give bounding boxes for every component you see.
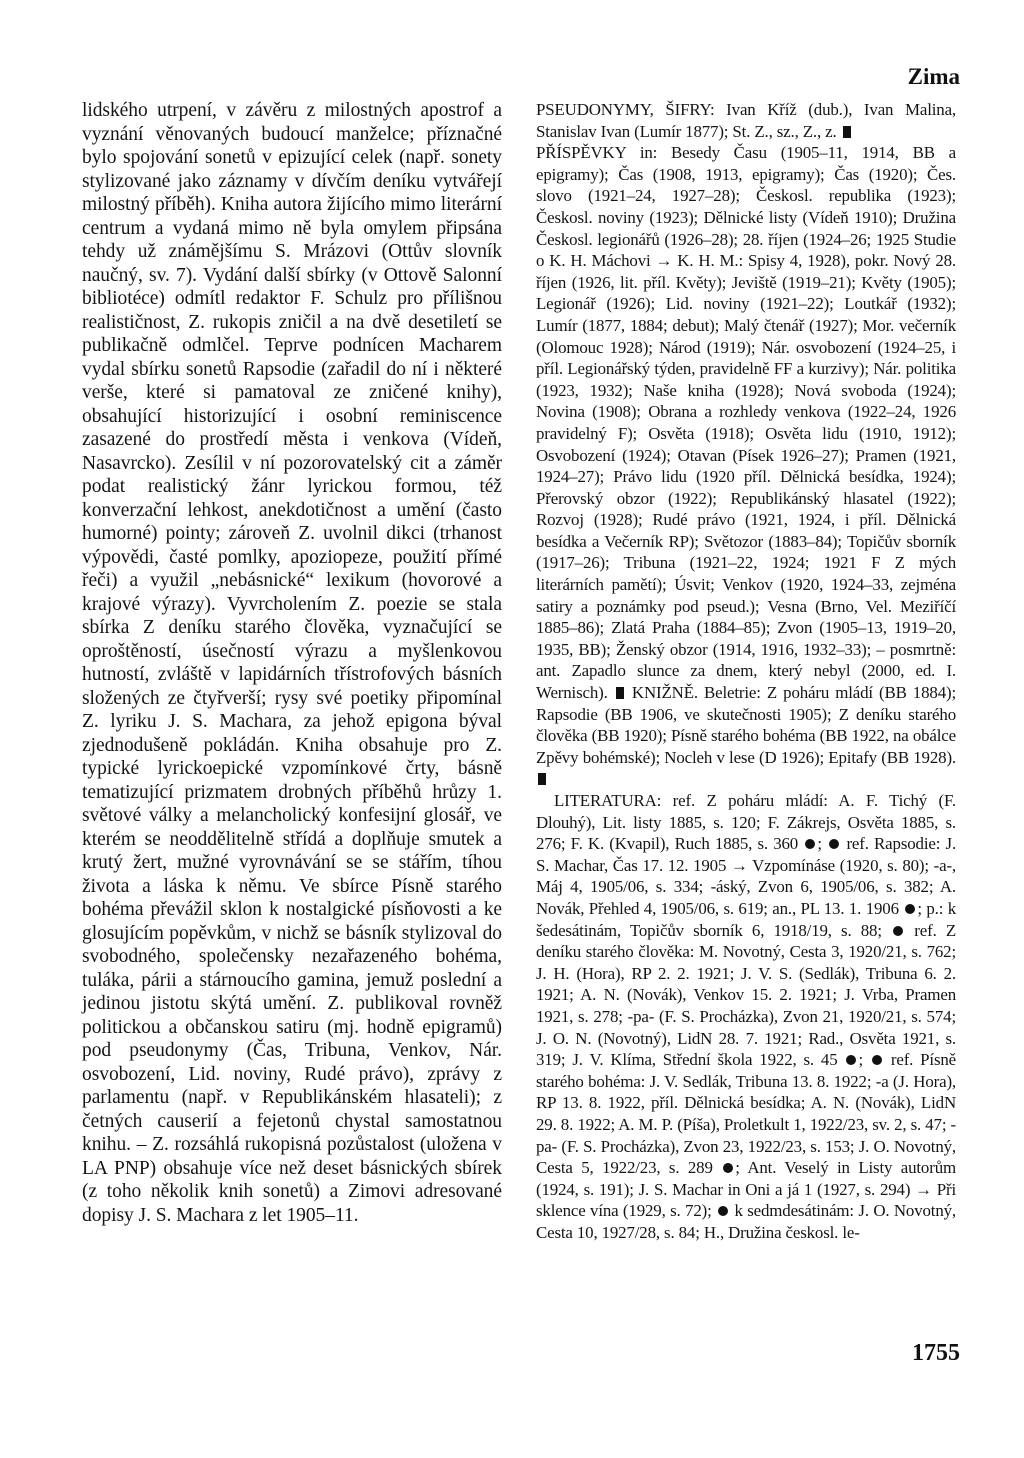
literature-text-3: p.: k šedesátinám, Topičův sborník 6, 1918/19, s. 88; — [536, 898, 957, 940]
right-column — [536, 99, 956, 1243]
section-square-icon — [843, 126, 851, 138]
contributions-section — [536, 142, 956, 790]
running-head-title: Zima — [907, 64, 960, 89]
literature-text-4: ref. Z deníku starého člověka: M. Novotný, Cesta 3, 1920/21, s. 762; J. H. (Hora), RP 2. 2. 1921; J. V. S. (Sedlák), Tribuna 6. 2. 1921; A. N. (Novák), Venkov 15. 2. 1921; J. Vrba, Pramen 1921, s. 278; -pa- (F. S. Procházka), Zvon 21, 1920/21, s. 574; J. O. N. (Novotný), LidN 28. 7. 1921; Rad., Osvěta 1921, s. 319; J. V. Klíma, Střední škola 1922, s. 45 — [536, 920, 957, 1070]
page-number: 1755 — [912, 1340, 960, 1366]
bullet-dot-icon — [805, 839, 815, 849]
section-square-icon — [538, 773, 546, 785]
bullet-dot-icon — [846, 1055, 856, 1065]
pseudonyms-section — [536, 99, 956, 142]
literature-text-1: LITERATURA: ref. Z poháru mládí: A. F. Tichý (F. Dlouhý), Lit. listy 1885, s. 120; F. Zákrejs, Osvěta 1885, s. 276; F. K. (Kvapil), Ruch 1885, s. 360 — [536, 791, 956, 854]
literature-text-6: Ant. Veselý in Listy autorům (1924, s. 191); J. S. Machar in Oni a já 1 (1927, s. 294) → Při sklence vína (1929, s. 72); — [536, 1158, 956, 1221]
bullet-dot-icon — [723, 1163, 733, 1173]
pseudonyms-text: PSEUDONYMY, ŠIFRY: Ivan Kříž (dub.), Ivan Malina, Stanislav Ivan (Lumír 1877); St. Z., sz., Z., z. — [536, 100, 956, 141]
literature-section: LITERATURA: ref. Z poháru mládí: A. F. Tichý (F. Dlouhý), Lit. listy 1885, s. 120; F. Zákrejs, Osvěta 1885, s. 276; F. K. (Kvapil), Ruch 1885, s. 360 ; ref. Rapsodie: J. S. Machar, Čas 17. 12. 1905 → Vzpomínáse (1920, s. 80); -a-, Máj 4, 1905/06, s. 334; -áský, Zvon 6, 1905/06, s. 382; A. Novák, Přehled 4, 1905/06, s. 619; an., PL 13. 1. 1906 ; p.: k šedesátinám, Topičův sborník 6, 1918/19, s. 88; ref. Z deníku starého člověka: M. Novotný, Cesta 3, 1920/21, s. 762; J. H. (Hora), RP 2. 2. 1921; J. V. S. (Sedlák), Tribuna 6. 2. 1921; A. N. (Novák), Venkov 15. 2. 1921; J. Vrba, Pramen 1921, s. 278; -pa- (F. S. Procházka), Zvon 21, 1920/21, s. 574; J. O. N. (Novotný), LidN 28. 7. 1921; Rad., Osvěta 1921, s. 319; J. V. Klíma, Střední škola 1922, s. 45 ; ref. Písně starého bohéma: J. V. Sedlák, Tribuna 13. 8. 1922; -a (J. Hora), RP 13. 8. 1922, příl. Dělnická besídka; A. N. (Novák), LidN 29. 8. 1922; A. M. P. (Píša), Proletkult 1, 1922/23, sv. 2, s. 47; -pa- (F. S. Procházka), Zvon 23, 1922/23, s. 153; J. O. Novotný, Cesta 5, 1922/23, s. 289 ; Ant. Veselý in Listy autorům (1924, s. 191); J. S. Machar in Oni a já 1 (1927, s. 294) → Při sklence vína (1929, s. 72); k sedmdesátinám: J. O. Novotný, Cesta 10, 1927/28, s. 84; H., Družina českosl. le- — [536, 791, 957, 1242]
literature-text-7: k sedmdesátinám: J. O. Novotný, Cesta 10, 1927/28, s. 84; H., Družina českosl. le- — [536, 1201, 957, 1242]
biography-text: lidského utrpení, v závěru z milostných apostrof a vyznání věnovaných budoucí manželce; příznačné bylo spojování sonetů v epizující celek (např. sonety stylizované jako záznamy v dívčím deníku vytvářejí milostný příběh). Kniha autora žijícího mimo literární centrum a vydaná mimo ně byla omylem připsána tehdy už známějšímu S. Mrázovi (Ottův slovník naučný, sv. 7). Vydání další sbírky (v Ottově Salonní bibliotéce) odmítl redaktor F. Schulz pro přílišnou realističnost, Z. rukopis zničil a na dvě desetiletí se publikačně odmlčel. Teprve podnícen Macharem vydal sbírku sonetů Rapsodie (zařadil do ní i některé verše, které si pamatoval ze zničené knihy), obsahující historizující i osobní reminiscence zasazené do prostředí města i venkova (Vídeň, Nasavrcko). Zesílil v ní pozorovatelský cit a záměr podat realistický žánr lyrickou formou, též konverzační lehkost, anekdotičnost a umění (často humorné) pointy; zároveň Z. uvolnil dikci (trhanost výpovědi, časté pomlky, apoziopeze, použití přímé řeči) a využil „nebásnické“ lexikum (hovorové a krajové výrazy). Vyvrcholením Z. poezie se stala sbírka Z deníku starého člověka, vyznačující se oproštěností, úsečností výrazu a myšlenkovou hutností, zvláště v lapidárních třístrofových básních složených ze čtyřverší; rysy své poetiky připomínal Z. lyriku J. S. Machara, za jehož epigona býval zjednodušeně pokládán. Kniha obsahuje pro Z. typické lyrickoepické vzpomínkové črty, básně tematizující prizmatem drobných příběhů hrůzy 1. světové války a melancholický konfesijní glosář, ve kterém se neoddělitelně střídá a doplňuje smutek a krutý žert, mužné vyrovnávání se se stářím, tíhou života a láska k němu. Ve sbírce Písně starého bohéma převážil sklon k nostalgické písňovosti a ke glosujícím popěvkům, v nichž se básník stylizoval do svobodného, společensky nezařazeného bohéma, tuláka, párii a stárnoucího gamina, jemuž poslední a jedinou jistotu skýtá umění. Z. publikoval rovněž politickou a občanskou satiru (mj. hodně epigramů) pod pseudonymy (Čas, Tribuna, Venkov, Nár. osvobození, Lid. noviny, Rudé právo), zprávy z parlamentu (např. v Republikánském hlasateli); z četných causerií a fejetonů chystal samostatnou knihu. – Z. rozsáhlá rukopisná pozůstalost (uložena v LA PNP) obsahuje více než deset básnických sbírek (z toho několik knih sonetů) a Zimovi adresované dopisy J. S. Machara z let 1905–11. — [82, 100, 502, 1226]
section-square-icon — [616, 687, 624, 699]
bullet-dot-icon — [872, 1055, 882, 1065]
bullet-dot-icon — [893, 926, 903, 936]
left-column — [82, 99, 502, 1227]
contributions-text: PŘÍSPĚVKY in: Besedy Času (1905–11, 1914, BB a epigramy); Čas (1908, 1913, epigramy); Čas (1920); Čes. slovo (1921–24, 1927–28); Českosl. republika (1923); Českosl. noviny (1923); Dělnické listy (Vídeň 1910); Družina Českosl. legionářů (1926–28); 28. říjen (1924–26; 1925 Studie o K. H. Máchovi → K. H. M.: Spisy 4, 1928), pokr. Nový 28. říjen (1926, lit. příl. Květy); Jeviště (1919–21); Květy (1905); Legionář (1926); Lid. noviny (1921–22); Loutkář (1932); Lumír (1877, 1884; debut); Malý čtenář (1927); Mor. večerník (Olomouc 1928); Národ (1919); Nár. osvobození (1924–25, i příl. Legionářský týden, pravidelně FF a kurzivy); Nár. politika (1923, 1932); Naše kniha (1928); Nová svoboda (1924); Novina (1908); Obrana a rozhledy venkova (1922–24, 1926 pravidelný F); Osvěta (1918); Osvěta lidu (1910, 1912); Osvobození (1924); Otavan (Písek 1926–27); Pramen (1921, 1924–27); Právo lidu (1920 příl. Dělnická besídka, 1924); Přerovský obzor (1922); Republikánský hlasatel (1922); Rozvoj (1928); Rudé právo (1921, 1924, i příl. Dělnická besídka a Večerník RP); Světozor (1883–84); Topičův sborník (1917–26); Tribuna (1921–22, 1924; 1921 F Z mých literárních pamětí); Úsvit; Venkov (1920, 1924–33, zejména satiry a poznámky pod pseud.); Vesna (Brno, Vel. Meziříčí 1885–86); Zlatá Praha (1884–85); Zvon (1905–13, 1919–20, 1935, BB); Ženský obzor (1914, 1916, 1932–33); – posmrtně: ant. Zapadlo slunce za dnem, který nebyl (2000, ed. I. Wernisch). — [536, 143, 956, 703]
books-text: KNIŽNĚ. Beletrie: Z poháru mládí (BB 1884); Rapsodie (BB 1906, ve skutečnosti 1905); Z deníku starého člověka (BB 1920); Písně starého bohéma (BB 1922, na obálce Zpěvy bohémské); Nocleh v lese (D 1926); Epitafy (BB 1928). — [536, 683, 957, 767]
literature-text-2: ref. Rapsodie: J. S. Machar, Čas 17. 12. 1905 → Vzpomínáse (1920, s. 80); -a-, Máj 4, 1905/06, s. 334; -áský, Zvon 6, 1905/06, s. 382; A. Novák, Přehled 4, 1905/06, s. 619; an., PL 13. 1. 1906 — [536, 834, 957, 918]
literature-text-5: ref. Písně starého bohéma: J. V. Sedlák, Tribuna 13. 8. 1922; -a (J. Hora), RP 13. 8. 1922, příl. Dělnická besídka; A. N. (Novák), LidN 29. 8. 1922; A. M. P. (Píša), Proletkult 1, 1922/23, sv. 2, s. 47; -pa- (F. S. Procházka), Zvon 23, 1922/23, s. 153; J. O. Novotný, Cesta 5, 1922/23, s. 289 — [536, 1050, 957, 1178]
bullet-dot-icon — [829, 839, 839, 849]
bullet-dot-icon — [718, 1206, 728, 1216]
bullet-dot-icon — [905, 904, 915, 914]
